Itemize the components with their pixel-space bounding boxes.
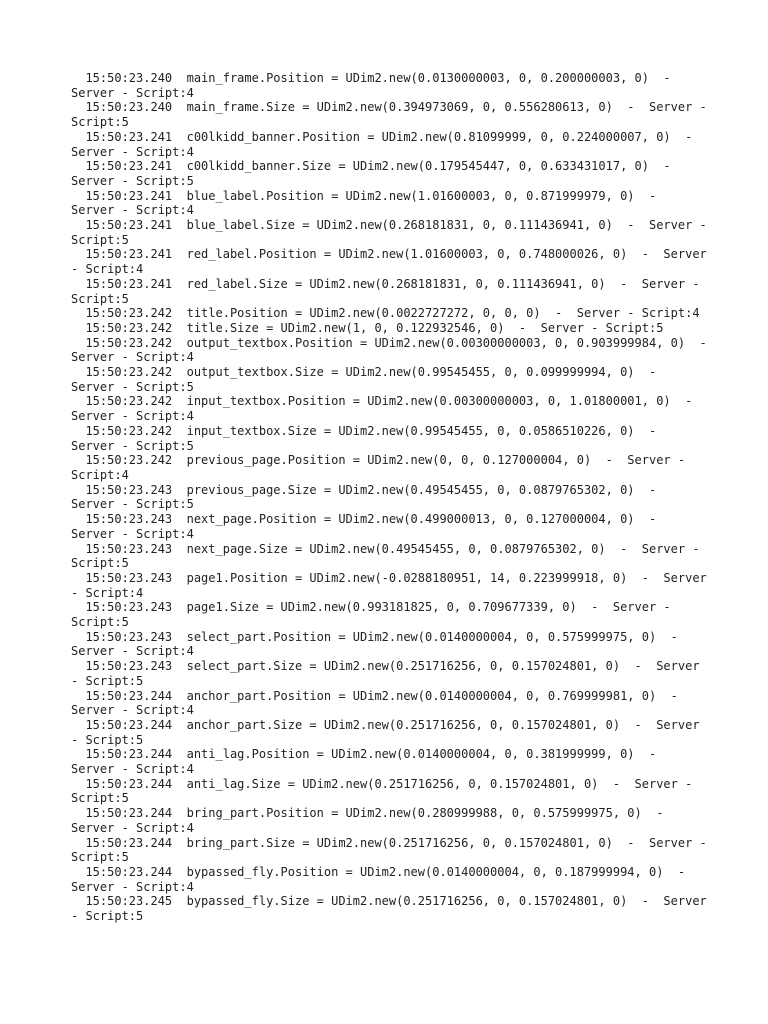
log-line: 15:50:23.244 bring_part.Size = UDim2.new(0.251716256, 0, 0.157024801, 0) - Server - Script:5 [71,835,715,865]
log-line: 15:50:23.242 title.Size = UDim2.new(1, 0, 0.122932546, 0) - Server - Script:5 [71,320,664,335]
log-line: 15:50:23.241 blue_label.Position = UDim2.new(1.01600003, 0, 0.871999979, 0) - Server - Script:4 [71,188,671,218]
log-line: 15:50:23.243 next_page.Size = UDim2.new(0.49545455, 0, 0.0879765302, 0) - Server - Script:5 [71,541,707,571]
log-line: 15:50:23.245 bypassed_fly.Size = UDim2.new(0.251716256, 0, 0.157024801, 0) - Server - Script:5 [71,894,715,924]
log-document [71,71,722,924]
log-line: 15:50:23.243 select_part.Position = UDim2.new(0.0140000004, 0, 0.575999975, 0) - Server - Script:4 [71,629,693,659]
log-line: 15:50:23.244 anchor_part.Size = UDim2.new(0.251716256, 0, 0.157024801, 0) - Server - Script:5 [71,717,707,747]
log-line: 15:50:23.243 previous_page.Size = UDim2.new(0.49545455, 0, 0.0879765302, 0) - Server - Script:5 [71,482,671,512]
log-line: 15:50:23.240 main_frame.Position = UDim2.new(0.0130000003, 0, 0.200000003, 0) - Server - Script:4 [71,71,686,100]
log-line: 15:50:23.240 main_frame.Size = UDim2.new(0.394973069, 0, 0.556280613, 0) - Server - Script:5 [71,100,715,130]
log-line: 15:50:23.243 page1.Position = UDim2.new(-0.0288180951, 14, 0.223999918, 0) - Server - Script:4 [71,570,715,600]
log-line: 15:50:23.242 output_textbox.Position = UDim2.new(0.00300000003, 0, 0.903999984, 0) - Server - Script:4 [71,335,722,365]
log-line: 15:50:23.242 input_textbox.Position = UDim2.new(0.00300000003, 0, 1.01800001, 0) - Server - Script:4 [71,394,707,424]
log-line: 15:50:23.244 anti_lag.Position = UDim2.new(0.0140000004, 0, 0.381999999, 0) - Server - Script:4 [71,747,671,777]
log-line: 15:50:23.244 bypassed_fly.Position = UDim2.new(0.0140000004, 0, 0.187999994, 0) - Server - Script:4 [71,864,700,894]
log-line: 15:50:23.241 red_label.Position = UDim2.new(1.01600003, 0, 0.748000026, 0) - Server - Script:4 [71,247,715,277]
log-line: 15:50:23.242 input_textbox.Size = UDim2.new(0.99545455, 0, 0.0586510226, 0) - Server - Script:5 [71,423,671,453]
log-line: 15:50:23.244 bring_part.Position = UDim2.new(0.280999988, 0, 0.575999975, 0) - Server - Script:4 [71,806,678,835]
log-line: 15:50:23.241 c00lkidd_banner.Size = UDim2.new(0.179545447, 0, 0.633431017, 0) - Server - Script:5 [71,159,686,188]
log-line: 15:50:23.241 blue_label.Size = UDim2.new(0.268181831, 0, 0.111436941, 0) - Server - Script:5 [71,218,715,247]
log-line: 15:50:23.244 anchor_part.Position = UDim2.new(0.0140000004, 0, 0.769999981, 0) - Server - Script:4 [71,688,693,718]
log-line: 15:50:23.243 page1.Size = UDim2.new(0.993181825, 0, 0.709677339, 0) - Server - Script:5 [71,600,678,630]
log-line: 15:50:23.241 red_label.Size = UDim2.new(0.268181831, 0, 0.111436941, 0) - Server - Script:5 [71,276,707,306]
log-line: 15:50:23.242 title.Position = UDim2.new(0.0022727272, 0, 0, 0) - Server - Script:4 [71,306,700,321]
log-line: 15:50:23.243 select_part.Size = UDim2.new(0.251716256, 0, 0.157024801, 0) - Server - Script:5 [71,659,707,688]
log-line: 15:50:23.242 output_textbox.Size = UDim2.new(0.99545455, 0, 0.099999994, 0) - Server - Script:5 [71,365,671,394]
log-line: 15:50:23.243 next_page.Position = UDim2.new(0.499000013, 0, 0.127000004, 0) - Server - Script:4 [71,512,671,541]
log-line: 15:50:23.241 c00lkidd_banner.Position = UDim2.new(0.81099999, 0, 0.224000007, 0) - Server - Script:4 [71,129,707,159]
log-line: 15:50:23.242 previous_page.Position = UDim2.new(0, 0, 0.127000004, 0) - Server - Script:4 [71,453,693,482]
log-line: 15:50:23.244 anti_lag.Size = UDim2.new(0.251716256, 0, 0.157024801, 0) - Server - Script:5 [71,776,700,806]
